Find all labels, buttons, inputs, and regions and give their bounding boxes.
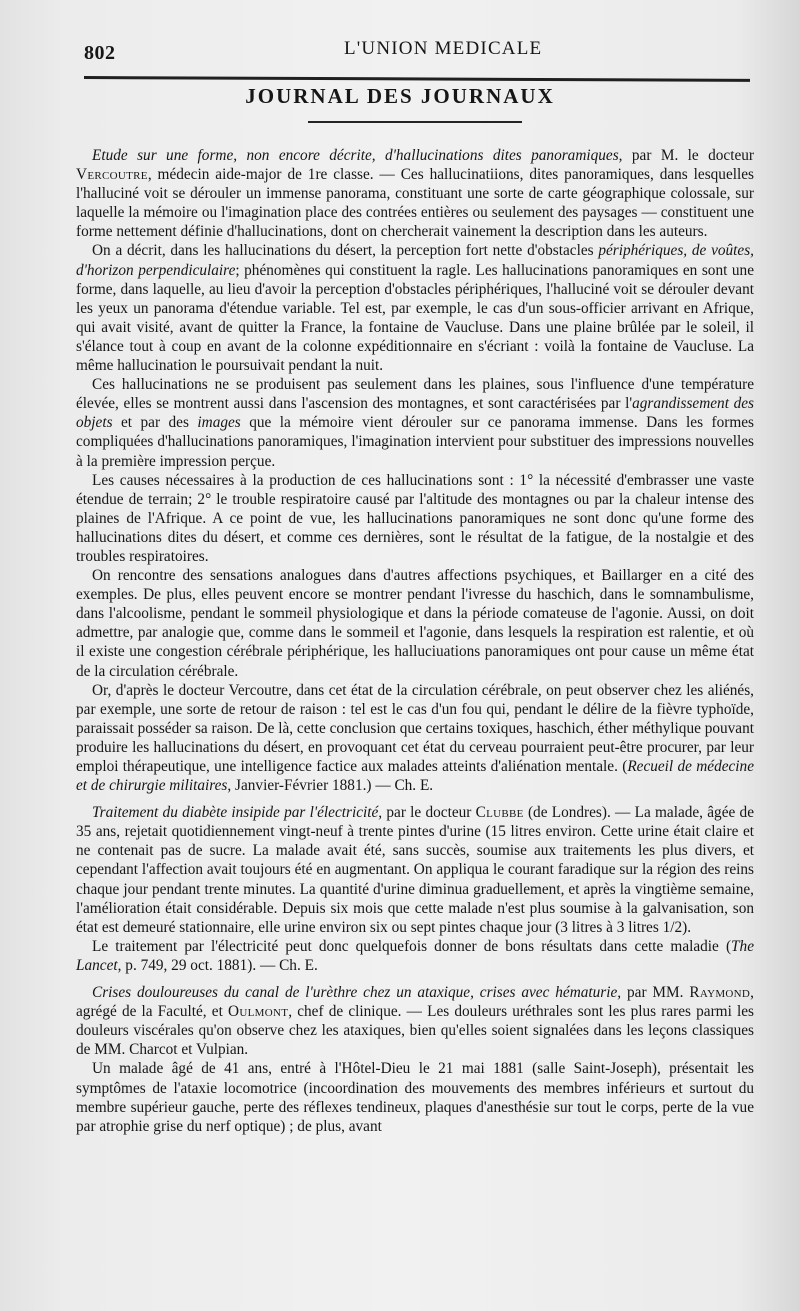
article-1-paragraph-6: [76, 681, 754, 796]
article-2-p2-text-a: Le traitement par l'électricité peut donc quelquefois donner de bons résultats dans cette maladie (: [92, 937, 732, 955]
article-1-p6-text-a: Or, d'après le docteur Vercoutre, dans cet état de la circulation cérébrale, on peut observer chez les aliénés, par exemple, une sorte de retour de raison : tel est le cas d'un fou qui, pendant le délire de la fièvre typhoïde, paraissait posséder sa raison. De là, cette conclusion que certains toxiques, haschich, éther méthylique pouvant produire les hallucinations du désert, en provoquant cet état du cerveau pourraient peut-être procurer, par leur emploi thérapeutique, une intelligence factice aux malades atteints d'aliénation mentale. (: [76, 681, 754, 775]
article-2-p2-text-b: , p. 749, 29 oct. 1881). — Ch. E.: [117, 956, 318, 974]
article-3-byline-intro: par MM.: [621, 984, 690, 1002]
article-3-paragraph-2: Un malade âgé de 41 ans, entré à l'Hôtel-Dieu le 21 mai 1881 (salle Saint-Joseph), présentait les symptômes de l'ataxie locomotrice (incoordination des mouvements des membres inférieurs et surtout du membre supérieur gauche, perte des réflexes tendineux, plaques d'anesthésie sur tout le corps, perte de la vue par atrophie grise du nerf optique) ; de plus, avant: [76, 1060, 754, 1135]
article-1-p6-text-b: , Janvier-Février 1881.) — Ch. E.: [227, 777, 434, 795]
article-1-paragraph-4: Les causes nécessaires à la production de ces hallucinations sont : 1° la nécessité d'embrasser une vaste étendue de terrain; 2° le trouble respiratoire causé par l'altitude des montagnes ou par la chaleur intense des plaines de l'Afrique. A ce point de vue, les hallucinations panoramiques ne sont donc qu'une forme des hallucinations dites du désert, et comme ces dernières, sont le résultat de la fatigue, de la nostalgie et des troubles respiratoires.: [76, 471, 754, 565]
article-3-paragraph-1: [76, 983, 754, 1059]
article-1-p3-text-a: Ces hallucinations ne se produisent pas seulement dans les plaines, sous l'influence d'une température élevée, elles se montrent aussi dans l'ascension des montagnes, et sont caractérisées par l': [76, 376, 754, 413]
article-1-paragraph-5: On rencontre des sensations analogues dans d'autres affections psychiques, et Baillarger en a cité des exemples. De plus, elles peuvent encore se montrer pendant l'ivresse du haschich, dans le somnambulisme, dans l'alcoolisme, pendant le sommeil physiologique et dans la période comateuse de l'agonie. Aussi, on doit admettre, par analogie que, comme dans le sommeil et l'agonie, dans lesquels la respiration est ralentie, et où il existe une congestion cérébrale périphérique, les halluciuations panoramiques ont pour cause un même état de la circulation cérébrale.: [76, 567, 754, 680]
article-1-byline-intro: par M. le docteur: [622, 147, 754, 164]
article-3-title: Crises douloureuses du canal de l'urèthre chez un ataxique, crises avec hématurie,: [92, 984, 622, 1002]
article-1-author: Vercoutre: [76, 166, 148, 184]
article-1-p3-text-b: et par des: [112, 414, 198, 432]
article-3-author-1: Raymond: [689, 984, 751, 1002]
article-body: [76, 146, 754, 1136]
article-1-paragraph-1: [76, 146, 754, 241]
section-title: JOURNAL DES JOURNAUX: [245, 84, 555, 108]
article-1-p2-text-b: ; phénomènes qui constituent la ragle. Les hallucinations panoramiques en sont une forme, dans laquelle, au lieu d'avoir la perception d'obstacles périphériques, l'halluciné voit se dérouler devant les yeux un panorama d'étendue variable. Tel est, par exemple, le cas d'un sous-officier arrivant en Afrique, qui avait visité, avant de quitter la France, la fontaine de Vaucluse. Dans une plaine brûlée par le soleil, il s'élance tout à coup en avant de la colonne expéditionnaire en s'écriant : voilà la fontaine de Vaucluse. La même hallucination le poursuivait pendant la nuit.: [76, 261, 754, 375]
article-1-text: , médecin aide-major de 1re classe. — Ces hallucinatiions, dites panoramiques, dans lesquelles l'halluciné voit se dérouler un immense panorama, constituant une sorte de carte géographique colossale, sur laquelle la mémoire ou l'imagination place des contrées entières ou seulement des paysages — constituent une forme nettement définie d'hallucinations, dont on chercherait vainement la description dans les auteurs.: [76, 166, 754, 241]
article-1-paragraph-2: [76, 241, 754, 375]
journal-name: L'UNION MEDICALE: [344, 38, 543, 59]
article-2-text: (de Londres). — La malade, âgée de 35 ans, rejetait quotidiennement vingt-neuf à trente pintes d'urine (15 litres environ. Cette urine était claire et ne contenait pas de sucre. La malade avait été, sans succès, soumise aux traitements les plus divers, et cependant l'affection avait toujours été en augmentant. On appliqua le courant faradique sur la région des reins chaque jour pendant trente minutes. La quantité d'urine diminua graduellement, et après la vingtième semaine, l'amélioration était considérable. Depuis six mois que cette malade n'est plus soumise à la galvanisation, son état est demeuré stationnaire, elle urine environ six ou sept pintes chaque jour (3 litres à 3 litres 1/2).: [76, 804, 754, 936]
header-rule: [84, 76, 750, 82]
article-1-paragraph-3: [76, 375, 754, 470]
article-1-title: Etude sur une forme, non encore décrite, d'hallucinations dites panoramiques,: [92, 147, 623, 164]
article-2-byline-intro: par le docteur: [382, 804, 476, 822]
article-1-p3-emphasis-2: images: [197, 414, 241, 432]
running-head: [84, 36, 750, 66]
page-number: 802: [84, 42, 116, 64]
article-1-p3-emphasis-1: agrandissement des objets: [76, 395, 754, 432]
article-1-p6-source: Recueil de médecine et de chirurgie militaires: [76, 758, 754, 795]
article-1-p3-text-c: que la mémoire vient dérouler sur ce panorama immense. Dans les formes compliquées d'hallucinations panoramiques, l'imagination intervient pour substituer des impressions nouvelles à la première impression perçue.: [76, 414, 754, 470]
article-2-paragraph-2: [76, 937, 754, 975]
article-3-text: , chef de clinique. — Les douleurs uréthrales sont les plus rares parmi les douleurs viscérales qu'on observe chez les ataxiques, bien qu'elles soient signalées dans les leçons classiques de MM. Charcot et Vulpian.: [76, 1003, 755, 1059]
section-title-rule: [308, 121, 522, 123]
article-2-p2-source: The Lancet: [76, 937, 754, 974]
article-1-p2-emphasis: périphériques, de voûtes, d'horizon perpendiculaire: [76, 242, 754, 279]
article-2-author: Clubbe: [475, 804, 524, 822]
article-3-author-2: Oulmont: [228, 1003, 289, 1021]
article-2-paragraph-1: [76, 803, 754, 937]
article-1-p2-text-a: On a décrit, dans les hallucinations du désert, la perception fort nette d'obstacles: [92, 242, 599, 260]
article-3-byline-mid: , agrégé de la Faculté, et: [76, 984, 754, 1021]
article-2-title: Traitement du diabète insipide par l'électricité,: [92, 804, 383, 822]
